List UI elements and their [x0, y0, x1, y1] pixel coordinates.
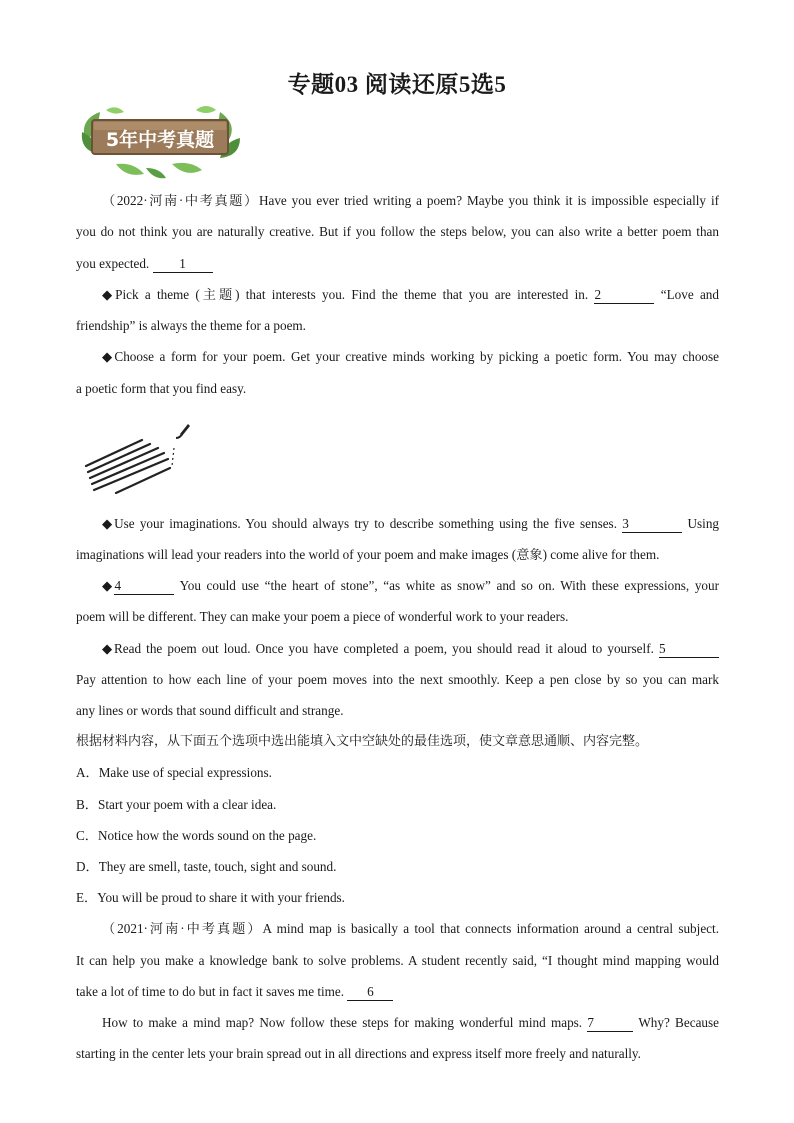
step5-line1: ◆Read the poem out loud. Once you have completed a poem, you should read it aloud to yourself. 5 [76, 633, 719, 664]
pen-icon [80, 418, 196, 494]
p2-line2: It can help you make a knowledge bank to solve problems. A student recently said, “I thought mind mapping would [76, 953, 719, 968]
p2-line3: take a lot of time to do but in fact it saves me time. 6 [76, 976, 719, 1007]
p1-source: （2022·河南·中考真题） [102, 193, 259, 208]
step4-line2: poem will be different. They can make your poem a piece of wonderful work to your readers. [76, 609, 569, 624]
option-a: A．Make use of special expressions. [76, 765, 272, 780]
p1-line3: you expected. 1 [76, 248, 719, 279]
leaf-sign-icon [76, 102, 244, 180]
blank-4[interactable]: 4 [114, 578, 174, 595]
option-b: B．Start your poem with a clear idea. [76, 797, 277, 812]
instruction: 根据材料内容，从下面五个选项中选出能填入文中空缺处的最佳选项，使文章意思通顺、内容完整。 [76, 734, 649, 749]
p1-line1: （2022·河南·中考真题）Have you ever tried writing a poem? Maybe you think it is impossible especially if [102, 193, 719, 208]
step1-line1: ◆Pick a theme (主题) that interests you. Find the theme that you are interested in. 2 “Love and [102, 287, 719, 302]
step1-line2: friendship” is always the theme for a poem. [76, 318, 306, 333]
badge-label: 5年中考真题 [105, 129, 215, 151]
blank-7[interactable]: 7 [587, 1015, 633, 1032]
page-title: 专题03 阅读还原5选5 [287, 72, 507, 97]
step2-line1: ◆Choose a form for your poem. Get your creative minds working by picking a poetic form. You may choose [102, 349, 719, 364]
step5-line2: Pay attention to how each line of your poem moves into the next smoothly. Keep a pen close by so you can mark [76, 672, 719, 687]
blank-5[interactable]: 5 [659, 641, 719, 658]
section-badge [76, 102, 244, 180]
blank-3[interactable]: 3 [622, 516, 682, 533]
blank-6[interactable]: 6 [347, 984, 393, 1001]
step2-line2: a poetic form that you find easy. [76, 381, 247, 396]
blank-2[interactable]: 2 [594, 287, 654, 304]
blank-1[interactable]: 1 [153, 256, 213, 273]
step3-line2: imaginations will lead your readers into the world of your poem and make images (意象) come alive for them. [76, 547, 660, 562]
p2-source: （2021·河南·中考真题） [102, 921, 263, 936]
option-c: C．Notice how the words sound on the page. [76, 828, 317, 843]
p1-line2: you do not think you are naturally creative. But if you follow the steps below, you can also write a better poem than [76, 224, 719, 239]
step3-line1: ◆Use your imaginations. You should always try to describe something using the five senses. 3 Using [102, 516, 720, 531]
step5-line3: any lines or words that sound difficult and strange. [76, 703, 344, 718]
p3-line2: starting in the center lets your brain spread out in all directions and express itself more freely and naturally. [76, 1046, 641, 1061]
p3-line1: How to make a mind map? Now follow these steps for making wonderful mind maps. 7 Why? Because [102, 1015, 719, 1030]
p2-line1: （2021·河南·中考真题）A mind map is basically a tool that connects information around a central subject. [102, 921, 719, 936]
option-e: E．You will be proud to share it with your friends. [76, 890, 345, 905]
step4-line1: ◆4 You could use “the heart of stone”, “as white as snow” and so on. With these expressions, your [102, 578, 719, 593]
pen-lines-illustration [80, 418, 196, 494]
option-d: D．They are smell, taste, touch, sight and sound. [76, 859, 337, 874]
